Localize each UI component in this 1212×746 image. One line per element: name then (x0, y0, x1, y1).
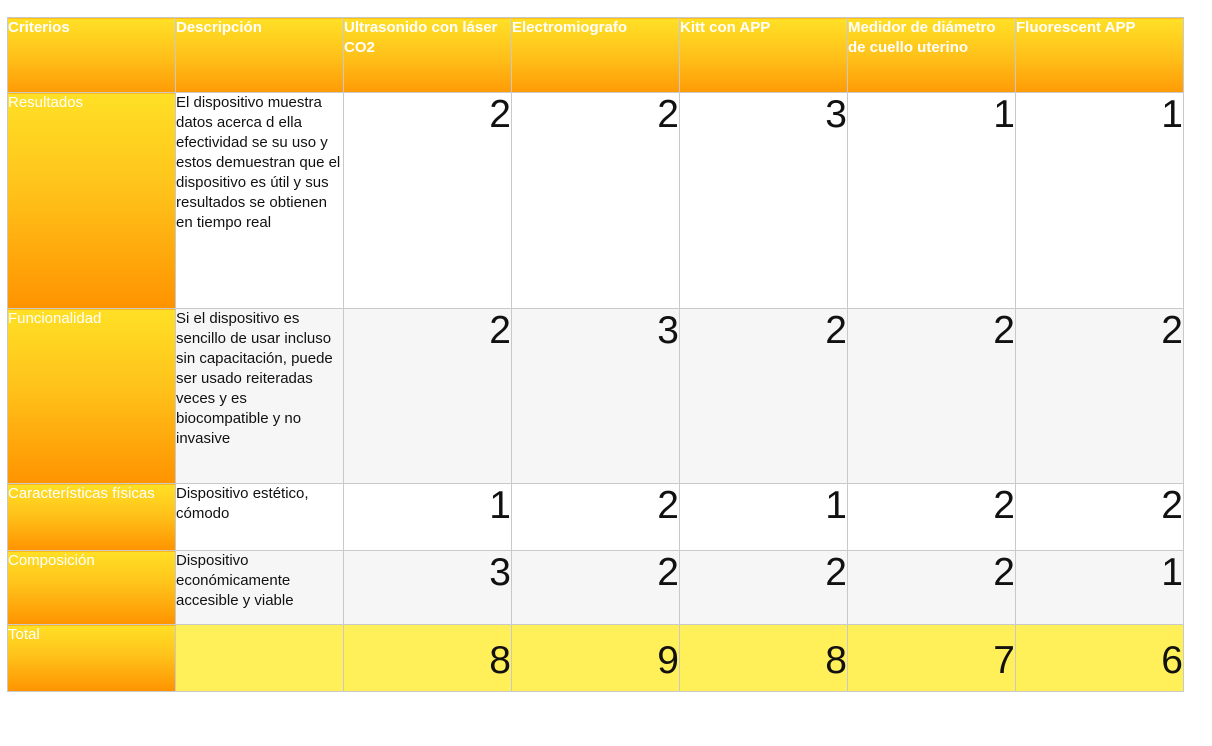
total-score-cell: 7 (848, 625, 1016, 692)
score-cell: 3 (680, 93, 848, 309)
header-device-5: Fluorescent APP (1016, 18, 1184, 93)
score-cell: 1 (1016, 93, 1184, 309)
row-criterion: Funcionalidad (8, 309, 176, 484)
row-criterion: Características físicas (8, 484, 176, 551)
score-cell: 2 (512, 484, 680, 551)
score-cell: 1 (680, 484, 848, 551)
score-cell: 2 (848, 551, 1016, 625)
row-criterion: Resultados (8, 93, 176, 309)
header-device-4: Medidor de diámetro de cuello uterino (848, 18, 1016, 93)
row-description: Si el dispositivo es sencillo de usar incluso sin capacitación, puede ser usado reiteradas veces y es biocompatible y no invasive (176, 309, 344, 484)
row-description: Dispositivo estético, cómodo (176, 484, 344, 551)
score-cell: 2 (680, 309, 848, 484)
table-row-resultados (8, 93, 1184, 309)
header-device-3: Kitt con APP (680, 18, 848, 93)
score-cell: 3 (344, 551, 512, 625)
score-cell: 2 (1016, 309, 1184, 484)
header-criteria: Criterios (8, 18, 176, 93)
total-label: Total (8, 625, 176, 692)
row-criterion: Composición (8, 551, 176, 625)
scoring-table (7, 17, 1184, 692)
score-cell: 3 (512, 309, 680, 484)
table-row-funcionalidad (8, 309, 1184, 484)
score-cell: 2 (848, 309, 1016, 484)
score-cell: 2 (848, 484, 1016, 551)
score-cell: 2 (512, 551, 680, 625)
score-cell: 2 (1016, 484, 1184, 551)
scoring-table-container (7, 17, 1184, 692)
score-cell: 2 (680, 551, 848, 625)
row-description: Dispositivo económicamente accesible y viable (176, 551, 344, 625)
table-row-composicion (8, 551, 1184, 625)
header-device-1: Ultrasonido con láser CO2 (344, 18, 512, 93)
header-row (8, 18, 1184, 93)
table-row-caracteristicas (8, 484, 1184, 551)
header-description: Descripción (176, 18, 344, 93)
table-row-total (8, 625, 1184, 692)
row-description: El dispositivo muestra datos acerca d ella efectividad se su uso y estos demuestran que el dispositivo es útil y sus resultados se obtienen en tiempo real (176, 93, 344, 309)
total-score-cell: 9 (512, 625, 680, 692)
total-score-cell: 6 (1016, 625, 1184, 692)
total-score-cell: 8 (680, 625, 848, 692)
score-cell: 1 (1016, 551, 1184, 625)
header-device-2: Electromiografo (512, 18, 680, 93)
score-cell: 2 (512, 93, 680, 309)
total-description (176, 625, 344, 692)
score-cell: 1 (848, 93, 1016, 309)
score-cell: 1 (344, 484, 512, 551)
total-score-cell: 8 (344, 625, 512, 692)
score-cell: 2 (344, 309, 512, 484)
score-cell: 2 (344, 93, 512, 309)
